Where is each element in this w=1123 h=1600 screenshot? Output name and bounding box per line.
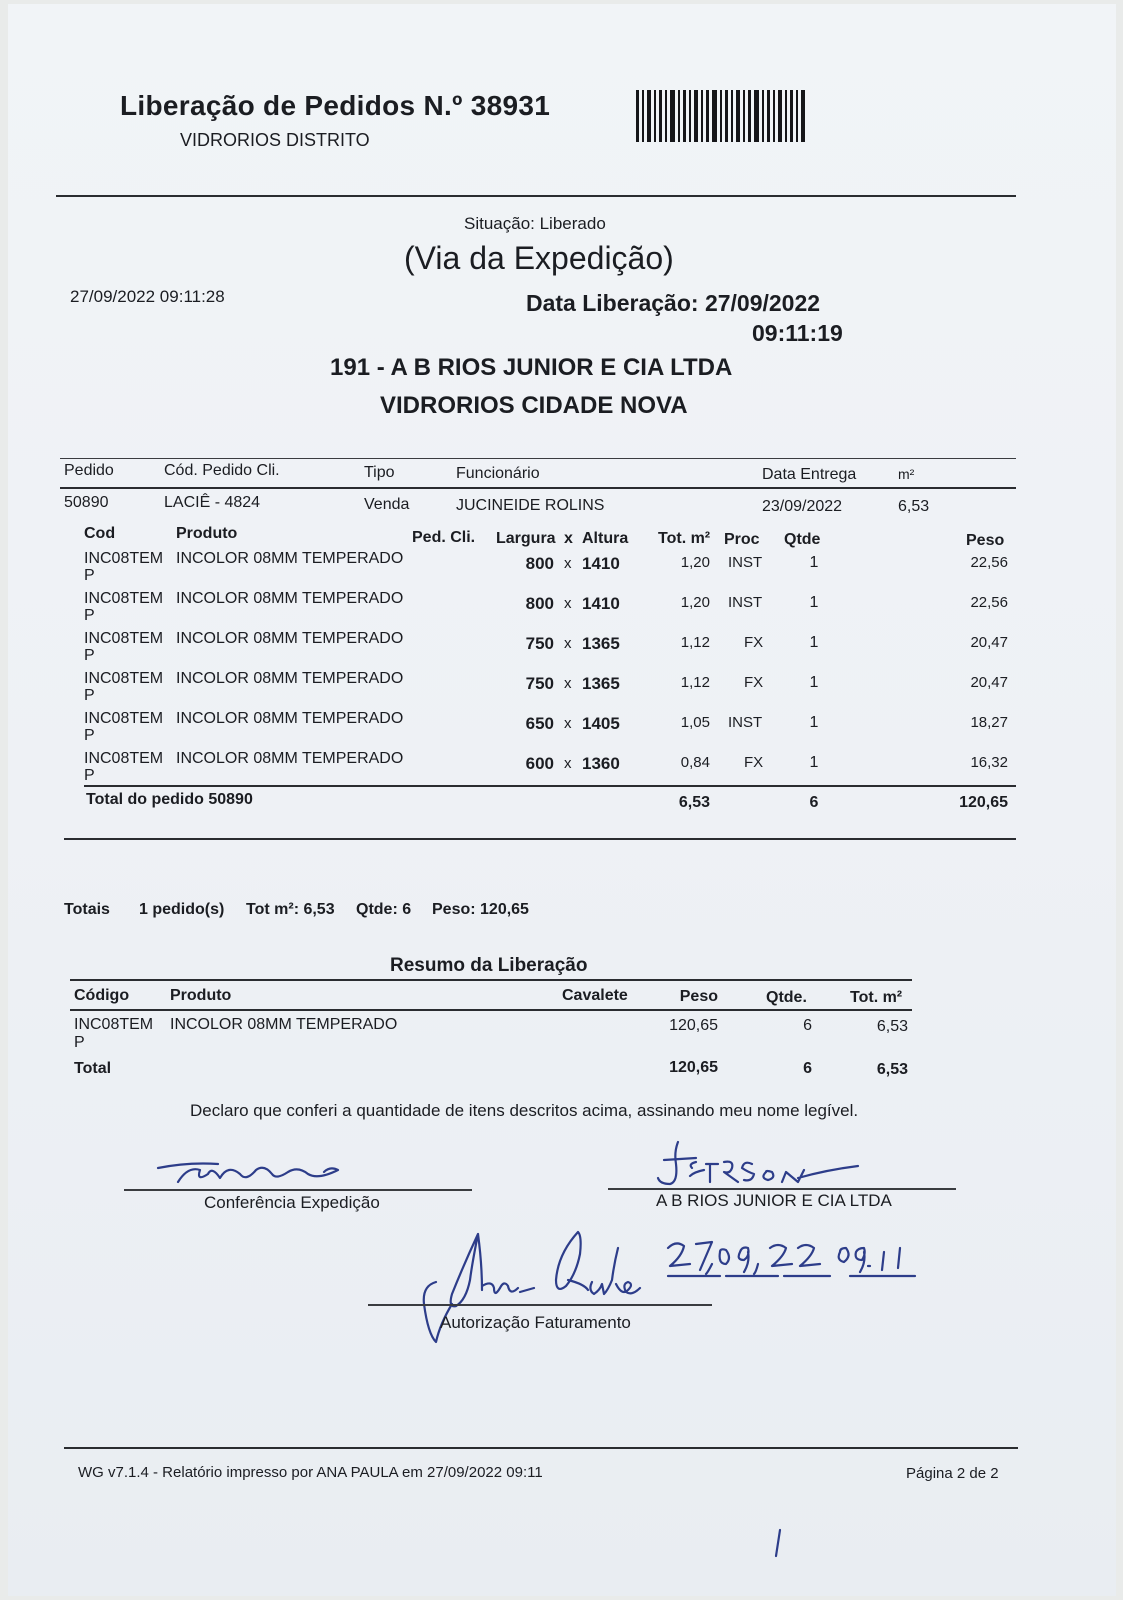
item-code: INC08TEM P — [84, 550, 164, 584]
item-height: 1410 — [582, 594, 620, 613]
summary-total-label: Total — [74, 1060, 112, 1077]
client-order-code: LACIÊ - 4824 — [164, 494, 261, 511]
summary-code: INC08TEM P — [74, 1016, 154, 1051]
header-divider — [56, 195, 1016, 197]
item-code: INC08TEM P — [84, 630, 164, 664]
item-x: x — [564, 715, 572, 732]
order-total-area: 6,53 — [678, 794, 710, 811]
footer-report-info: WG v7.1.4 - Relatório impresso por ANA PAULA em 27/09/2022 09:11 — [78, 1464, 543, 1481]
document-page — [8, 4, 1116, 1596]
items-total-rule — [84, 785, 1016, 787]
summary-col-qtde: Qtde. — [766, 989, 807, 1006]
item-area: 1,05 — [680, 714, 710, 731]
item-qty: 1 — [809, 554, 819, 571]
item-weight: 22,56 — [970, 594, 1008, 611]
summary-col-codigo: Código — [74, 987, 130, 1004]
col-produto: Produto — [176, 525, 238, 542]
item-x: x — [564, 635, 572, 652]
item-x: x — [564, 595, 572, 612]
item-area: 1,12 — [680, 634, 710, 651]
handwritten-date — [660, 1230, 930, 1288]
item-x: x — [564, 755, 572, 772]
pen-mark — [768, 1524, 788, 1564]
summary-col-produto: Produto — [170, 987, 232, 1004]
item-qty: 1 — [809, 594, 819, 611]
col-m2: m² — [898, 466, 915, 482]
summary-top-rule — [70, 979, 912, 981]
col-qtde: Qtde — [784, 531, 821, 548]
item-width: 650 — [525, 714, 554, 733]
item-width: 800 — [525, 594, 554, 613]
col-cod-pedido-cli: Cód. Pedido Cli. — [164, 462, 280, 479]
item-weight: 20,47 — [970, 674, 1008, 691]
copy-type: (Via da Expedição) — [404, 240, 674, 276]
client-name: 191 - A B RIOS JUNIOR E CIA LTDA — [330, 354, 733, 381]
item-qty: 1 — [809, 674, 819, 691]
barcode — [636, 90, 808, 142]
item-product: INCOLOR 08MM TEMPERADO — [176, 630, 404, 647]
item-height: 1365 — [582, 674, 620, 693]
document-title: Liberação de Pedidos N.º 38931 — [120, 90, 551, 121]
item-width: 750 — [525, 674, 554, 693]
col-x: x — [564, 530, 573, 547]
item-area: 1,20 — [680, 554, 710, 571]
delivery-date: 23/09/2022 — [762, 498, 843, 515]
item-code: INC08TEM P — [84, 670, 164, 704]
item-weight: 22,56 — [970, 554, 1008, 571]
summary-title: Resumo da Liberação — [390, 955, 588, 976]
order-m2: 6,53 — [898, 498, 930, 515]
col-data-entrega: Data Entrega — [762, 466, 857, 483]
item-area: 1,12 — [680, 674, 710, 691]
summary-product: INCOLOR 08MM TEMPERADO — [170, 1016, 398, 1033]
col-funcionario: Funcionário — [456, 465, 540, 482]
item-width: 800 — [525, 554, 554, 573]
col-altura: Altura — [582, 530, 629, 547]
item-proc: FX — [744, 674, 764, 691]
client-store: VIDRORIOS CIDADE NOVA — [380, 392, 688, 419]
order-total-weight: 120,65 — [959, 794, 1008, 811]
status-text: Situação: Liberado — [464, 214, 606, 233]
item-product: INCOLOR 08MM TEMPERADO — [176, 670, 404, 687]
item-code: INC08TEM P — [84, 590, 164, 624]
item-product: INCOLOR 08MM TEMPERADO — [176, 590, 404, 607]
item-qty: 1 — [809, 634, 819, 651]
col-proc: Proc — [724, 531, 760, 548]
totals-area: Tot m²: 6,53 — [246, 901, 335, 918]
signature-center — [408, 1224, 668, 1354]
summary-qty: 6 — [803, 1017, 812, 1034]
section-divider — [64, 838, 1016, 840]
item-width: 750 — [525, 634, 554, 653]
item-x: x — [564, 555, 572, 572]
item-product: INCOLOR 08MM TEMPERADO — [176, 750, 404, 767]
item-width: 600 — [525, 754, 554, 773]
item-qty: 1 — [809, 754, 819, 771]
order-type: Venda — [364, 496, 410, 513]
item-height: 1365 — [582, 634, 620, 653]
footer-divider — [64, 1447, 1018, 1449]
company-name: VIDRORIOS DISTRITO — [180, 130, 370, 150]
item-weight: 18,27 — [970, 714, 1008, 731]
totals-orders: 1 pedido(s) — [139, 901, 225, 918]
signature-left — [148, 1152, 348, 1192]
col-cod: Cod — [84, 525, 116, 542]
item-proc: INST — [728, 594, 763, 611]
col-largura: Largura — [496, 530, 556, 547]
item-proc: INST — [728, 714, 763, 731]
summary-weight: 120,65 — [669, 1017, 718, 1034]
order-table-header-rule — [60, 487, 1016, 489]
item-height: 1360 — [582, 754, 620, 773]
item-product: INCOLOR 08MM TEMPERADO — [176, 550, 404, 567]
item-product: INCOLOR 08MM TEMPERADO — [176, 710, 404, 727]
item-height: 1410 — [582, 554, 620, 573]
col-tipo: Tipo — [364, 464, 395, 481]
footer-page-number: Página 2 de 2 — [906, 1465, 999, 1482]
totals-qty: Qtde: 6 — [356, 901, 412, 918]
summary-col-tot: Tot. m² — [850, 989, 903, 1006]
col-pedido: Pedido — [64, 462, 114, 479]
item-weight: 16,32 — [970, 754, 1008, 771]
printed-timestamp: 27/09/2022 09:11:28 — [70, 287, 225, 306]
item-area: 0,84 — [680, 754, 710, 771]
release-date: Data Liberação: 27/09/2022 — [526, 290, 821, 316]
item-code: INC08TEM P — [84, 750, 164, 784]
order-number: 50890 — [64, 494, 109, 511]
summary-area: 6,53 — [876, 1018, 908, 1035]
totals-weight: Peso: 120,65 — [432, 901, 529, 918]
employee-name: JUCINEIDE ROLINS — [456, 497, 605, 514]
item-proc: FX — [744, 754, 764, 771]
summary-col-peso: Peso — [679, 988, 718, 1005]
order-table-top-rule — [60, 458, 1016, 459]
col-tot-m2: Tot. m² — [658, 530, 711, 547]
item-qty: 1 — [809, 714, 819, 731]
signature-label-faturamento: Autorização Faturamento — [440, 1313, 631, 1332]
summary-col-cavalete: Cavalete — [562, 987, 628, 1004]
col-ped-cli: Ped. Cli. — [412, 529, 476, 546]
item-proc: FX — [744, 634, 764, 651]
col-peso: Peso — [966, 532, 1005, 549]
item-area: 1,20 — [680, 594, 710, 611]
signature-label-cliente: A B RIOS JUNIOR E CIA LTDA — [656, 1191, 892, 1210]
release-time: 09:11:19 — [752, 320, 843, 346]
signature-line-cliente — [608, 1188, 956, 1190]
summary-header-rule — [70, 1009, 912, 1011]
signature-right — [648, 1138, 868, 1190]
order-total-qty: 6 — [809, 794, 819, 811]
totals-label: Totais — [64, 901, 110, 918]
item-code: INC08TEM P — [84, 710, 164, 744]
summary-total-area: 6,53 — [876, 1061, 908, 1078]
item-x: x — [564, 675, 572, 692]
signature-line-expedicao — [124, 1189, 472, 1191]
order-total-label: Total do pedido 50890 — [86, 791, 253, 808]
item-weight: 20,47 — [970, 634, 1008, 651]
summary-total-qty: 6 — [803, 1060, 812, 1077]
item-height: 1405 — [582, 714, 620, 733]
declaration-text: Declaro que conferi a quantidade de itens descritos acima, assinando meu nome legível. — [190, 1101, 859, 1120]
signature-line-faturamento — [368, 1304, 712, 1306]
signature-label-expedicao: Conferência Expedição — [204, 1193, 380, 1212]
item-proc: INST — [728, 554, 763, 571]
summary-total-weight: 120,65 — [669, 1059, 718, 1076]
